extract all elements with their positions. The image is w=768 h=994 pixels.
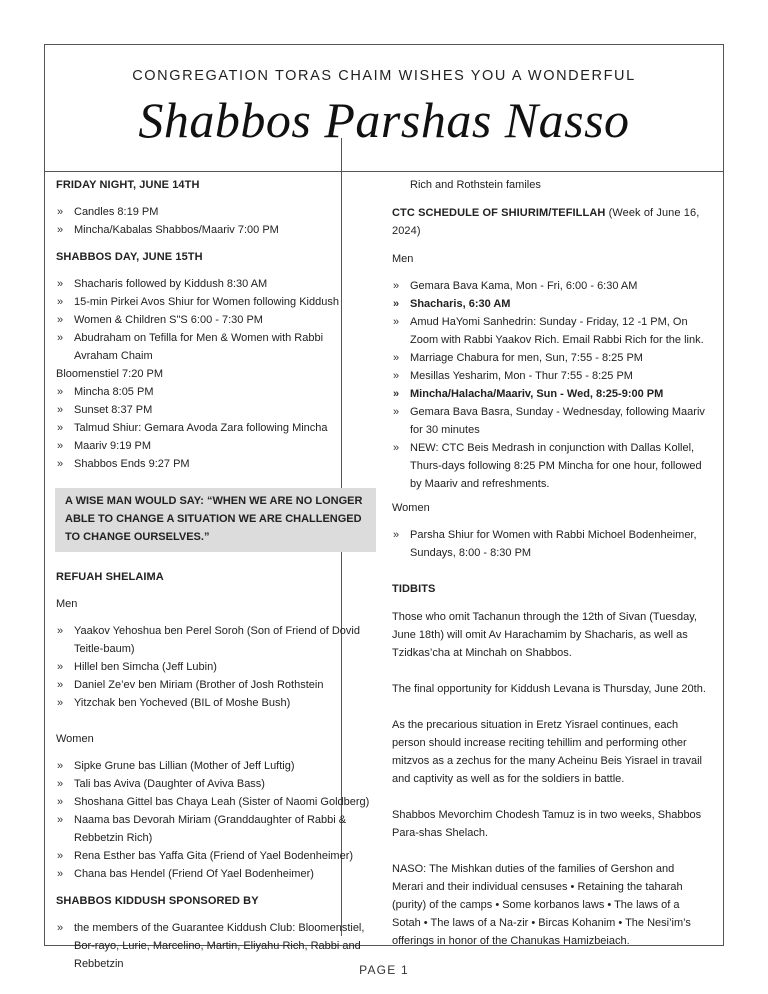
- tidbit-paragraph: As the precarious situation in Eretz Yisrael continues, each person should increase reciting tehillim and performing other mitzvos as a zechus for the many Acheinu Beis Yisrael in travail and captivity as well as for the soldiers in battle.: [392, 719, 702, 785]
- shabbos-list: [56, 275, 376, 473]
- list-item: » Mincha 8:05 PM: [56, 383, 376, 401]
- list-item: » NEW: CTC Beis Medrash in conjunction with Dallas Kollel, Thurs-days following 8:25 PM Mincha for one hour, followed by Maariv and refreshments.: [392, 439, 708, 493]
- list-item: » Hillel ben Simcha (Jeff Lubin): [56, 658, 376, 676]
- list-item: » Gemara Bava Kama, Mon - Fri, 6:00 - 6:30 AM: [392, 277, 708, 295]
- tidbit-paragraph: The final opportunity for Kiddush Levana is Thursday, June 20th.: [392, 683, 706, 695]
- list-item: » Shacharis followed by Kiddush 8:30 AM: [56, 275, 376, 293]
- list-item: » Mincha/Kabalas Shabbos/Maariv 7:00 PM: [56, 221, 376, 239]
- shiurim-heading-note: (Week of June 16, 2024): [392, 207, 700, 237]
- list-item: » Rena Esther bas Yaffa Gita (Friend of Yael Bodenheimer): [56, 847, 376, 865]
- list-item: » Women & Children S"S 6:00 - 7:30 PM: [56, 311, 376, 329]
- list-item: » Mincha/Halacha/Maariv, Sun - Wed, 8:25-9:00 PM: [392, 385, 708, 403]
- tidbits-heading: TIDBITS: [392, 583, 436, 595]
- friday-heading: FRIDAY NIGHT, JUNE 14TH: [56, 179, 200, 191]
- list-item: » Naama bas Devorah Miriam (Granddaughter of Rabbi & Rebbetzin Rich): [56, 811, 376, 847]
- refuah-women-label: Women: [56, 733, 94, 745]
- kiddush-continuation: Rich and Rothstein familes: [410, 179, 541, 191]
- tidbit-paragraph: Shabbos Mevorchim Chodesh Tamuz is in two weeks, Shabbos Para-shas Shelach.: [392, 809, 702, 839]
- tidbit-paragraph: Those who omit Tachanun through the 12th of Sivan (Tuesday, June 18th) will omit Av Harachamim by Shacharis, as well as Tzidkas’cha at Minchah on Shabbos.: [392, 611, 697, 659]
- refuah-men-list: [56, 622, 376, 712]
- tagline: CONGREGATION TORAS CHAIM WISHES YOU A WONDERFUL: [132, 68, 636, 84]
- list-item: » Mesillas Yesharim, Mon - Thur 7:55 - 8:25 PM: [392, 367, 708, 385]
- shabbos-heading: SHABBOS DAY, JUNE 15TH: [56, 251, 203, 263]
- refuah-heading: REFUAH SHELAIMA: [56, 571, 164, 583]
- page-number: PAGE 1: [359, 963, 409, 977]
- shiurim-men-label: Men: [392, 253, 414, 265]
- refuah-women-list: [56, 757, 376, 883]
- list-item: » Sunset 8:37 PM: [56, 401, 376, 419]
- list-item: » Maariv 9:19 PM: [56, 437, 376, 455]
- page-title: Shabbos Parshas Nasso: [138, 92, 630, 148]
- list-item: » the members of the Guarantee Kiddush Club: Bloomenstiel, Bor-rayo, Lurie, Marcelino, Martin, Eliyahu Rich, Rabbi and Rebbetzin: [56, 919, 376, 973]
- list-item: » Daniel Ze’ev ben Miriam (Brother of Josh Rothstein: [56, 676, 376, 694]
- friday-list: [56, 203, 376, 239]
- list-item: » Amud HaYomi Sanhedrin: Sunday - Friday, 12 -1 PM, On Zoom with Rabbi Yaakov Rich. Email Rabbi Rich for the link.: [392, 313, 708, 349]
- list-item: » Shabbos Ends 9:27 PM: [56, 455, 376, 473]
- list-item-continuation: Bloomenstiel 7:20 PM: [56, 368, 163, 380]
- list-item: » Chana bas Hendel (Friend Of Yael Bodenheimer): [56, 865, 376, 883]
- list-item: » Tali bas Aviva (Daughter of Aviva Bass): [56, 775, 376, 793]
- quote-box: A WISE MAN WOULD SAY: “WHEN WE ARE NO LONGER ABLE TO CHANGE A SITUATION WE ARE CHALLENGED TO CHANGE OURSELVES.”: [55, 488, 376, 552]
- list-item: » Yaakov Yehoshua ben Perel Soroh (Son of Friend of Dovid Teitle-baum): [56, 622, 376, 658]
- shiurim-women-label: Women: [392, 502, 430, 514]
- shiurim-heading: [392, 204, 708, 240]
- list-item: » Sipke Grune bas Lillian (Mother of Jeff Luftig): [56, 757, 376, 775]
- list-item: » Shacharis, 6:30 AM: [392, 295, 708, 313]
- right-column: [392, 176, 708, 950]
- shiurim-women-list: [392, 526, 708, 562]
- list-item: » Candles 8:19 PM: [56, 203, 376, 221]
- shiurim-men-list: [392, 277, 708, 493]
- tidbit-paragraph: NASO: The Mishkan duties of the families of Gershon and Merari and their individual censuses • Retaining the taharah (purity) of the camps • Some korbanos laws • The laws of a Sotah • The laws of a Na-zir • Bircas Kohanim • The Nesi’im’s offerings in honor of the Chanukas Hamizbeiach.: [392, 863, 691, 947]
- list-item: » Talmud Shiur: Gemara Avoda Zara following Mincha: [56, 419, 376, 437]
- list-item: » Gemara Bava Basra, Sunday - Wednesday, following Maariv for 30 minutes: [392, 403, 708, 439]
- masthead: [45, 45, 723, 172]
- list-item: » Shoshana Gittel bas Chaya Leah (Sister of Naomi Goldberg): [56, 793, 376, 811]
- left-column: [56, 176, 376, 973]
- list-item: » Marriage Chabura for men, Sun, 7:55 - 8:25 PM: [392, 349, 708, 367]
- list-item: » 15-min Pirkei Avos Shiur for Women following Kiddush: [56, 293, 376, 311]
- refuah-men-label: Men: [56, 598, 78, 610]
- kiddush-heading: SHABBOS KIDDUSH SPONSORED BY: [56, 895, 259, 907]
- list-item: » Abudraham on Tefilla for Men & Women with Rabbi Avraham Chaim: [56, 329, 376, 365]
- list-item: » Yitzchak ben Yocheved (BIL of Moshe Bush): [56, 694, 376, 712]
- shiurim-heading-text: CTC SCHEDULE OF SHIURIM/TEFILLAH: [392, 207, 606, 219]
- list-item: » Parsha Shiur for Women with Rabbi Michoel Bodenheimer, Sundays, 8:00 - 8:30 PM: [392, 526, 708, 562]
